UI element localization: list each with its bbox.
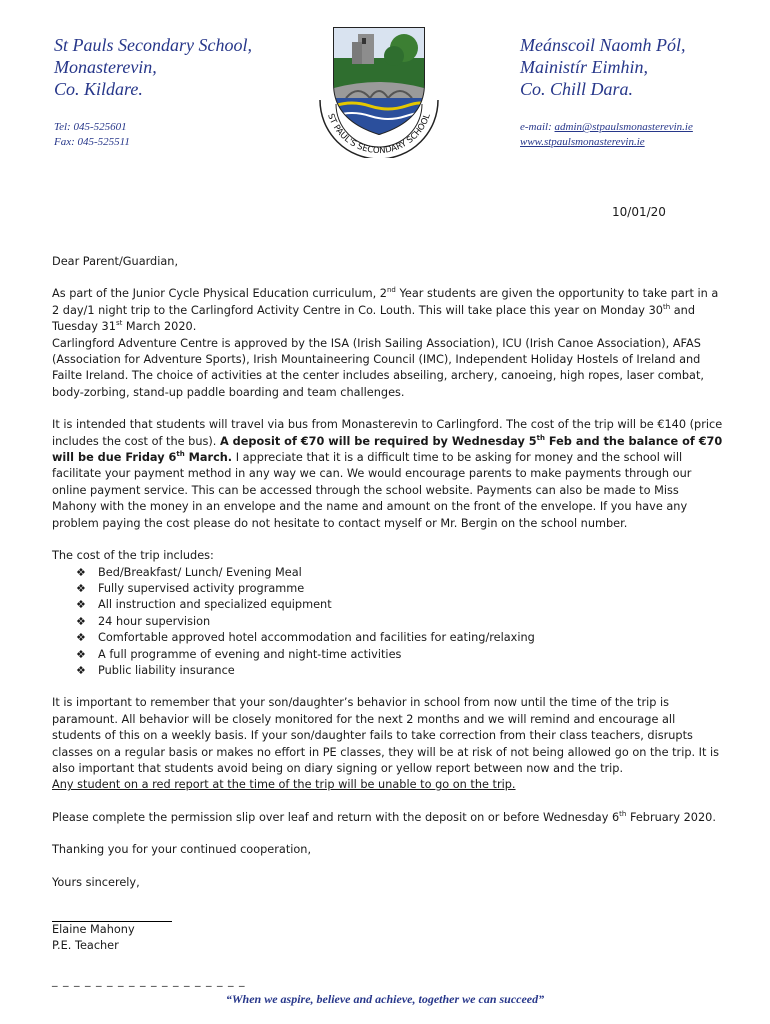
- paragraph-permission-slip: Please complete the permission slip over leaf and return with the deposit on or before Wednesday 6th February 2020.: [52, 810, 716, 824]
- diamond-bullet-icon: ❖: [76, 631, 86, 645]
- paragraph-cost: It is intended that students will travel via bus from Monasterevin to Carlingford. The cost of the trip will be €140 (price includes the cost of the bus). A deposit of €70 will be required by Wednesday 5th Feb and the balance of €70 will be due Friday 6th March. I appreciate that it is a difficult time to be asking for money and the school will facilitate your payment method in any way we can. We would encourage parents to make payments through our online payment service. This can be accessed through the school website. Payments can also be made to Miss Mahony with the money in an envelope and the name and amount on the front of the envelope. If you have any problem paying the cost please do not hesitate to contact myself or Mr. Bergin on the school number.: [52, 418, 723, 530]
- phone-block: [54, 120, 252, 150]
- list-item: ❖ Public liability insurance: [76, 663, 724, 679]
- fax: Fax: 045-525511: [54, 136, 130, 148]
- paragraph-trip-intro: As part of the Junior Cycle Physical Education curriculum, 2nd Year students are given the opportunity to take part in a 2 day/1 night trip to the Carlingford Activity Centre in Co. Louth. This will take place this year on Monday 30th and Tuesday 31st March 2020.: [52, 286, 719, 334]
- school-town-line: Monasterevin,: [54, 57, 157, 77]
- list-item: ❖ A full programme of evening and night-time activities: [76, 647, 724, 663]
- email-row: [520, 120, 693, 135]
- school-motto: “When we aspire, believe and achieve, together we can succeed”: [225, 992, 545, 1006]
- letter-body: [52, 254, 724, 955]
- list-item: ❖ 24 hour supervision: [76, 614, 724, 630]
- signatory-name: Elaine Mahony: [52, 923, 135, 936]
- diamond-bullet-icon: ❖: [76, 663, 86, 677]
- paragraph-centre-info: Carlingford Adventure Centre is approved by the ISA (Irish Sailing Association), ICU (Irish Canoe Association), AFAS (Association for Adventure Sports), Irish Mountaineering Council (IMC), Independent Holiday Hostels of Ireland and Failte Ireland. The choice of activities at the center includes abseiling, archery, canoeing, high ropes, laser combat, body-zorbing, stand-up paddle boarding and team challenges.: [52, 336, 704, 399]
- telephone: Tel: 045-525601: [54, 121, 127, 133]
- cost-includes-list: [52, 565, 724, 680]
- list-item: ❖ Comfortable approved hotel accommodation and facilities for eating/relaxing: [76, 630, 724, 646]
- school-name-line: St Pauls Secondary School,: [54, 35, 252, 55]
- closing-line: Yours sincerely,: [52, 875, 140, 889]
- paragraph-behaviour: It is important to remember that your son/daughter’s behavior in school from now until the time of the trip is paramount. All behavior will be closely monitored for the next 2 months and we will remind and encourage all students of this on a weekly basis. If your son/daughter fails to take correction from their class teachers, disrupts classes on a regular basis or makes no effort in PE classes, they will be at risk of not being allowed go on the trip. It is also important that students avoid being on diary signing or yellow report between now and the trip. Any student on a red report at the time of the trip will be unable to go on the trip.: [52, 696, 720, 792]
- letter-date: 10/01/20: [612, 205, 666, 219]
- irish-school-name-line: Meánscoil Naomh Pól,: [520, 35, 686, 55]
- list-item: ❖ All instruction and specialized equipment: [76, 597, 724, 613]
- email-link[interactable]: admin@stpaulsmonasterevin.ie: [554, 121, 693, 133]
- crest-text: ST PAUL'S SECONDARY SCHOOL: [325, 112, 433, 157]
- signature-line: [52, 909, 172, 922]
- diamond-bullet-icon: ❖: [76, 598, 86, 612]
- list-item: ❖ Fully supervised activity programme: [76, 581, 724, 597]
- signatory-title: P.E. Teacher: [52, 939, 119, 953]
- irish-county-line: Co. Chill Dara.: [520, 79, 634, 99]
- salutation: Dear Parent/Guardian,: [52, 255, 179, 268]
- red-report-warning: Any student on a red report at the time of the trip will be unable to go on the trip.: [52, 778, 516, 792]
- list-item: ❖ Bed/Breakfast/ Lunch/ Evening Meal: [76, 565, 724, 581]
- school-address-irish: [520, 34, 693, 150]
- cut-line: _ _ _ _ _ _ _ _ _ _ _ _ _ _ _ _ _ _: [52, 974, 246, 987]
- irish-town-line: Mainistír Eimhin,: [520, 57, 649, 77]
- cost-includes-heading: The cost of the trip includes:: [52, 549, 214, 563]
- online-contact-block: [520, 120, 693, 150]
- diamond-bullet-icon: ❖: [76, 581, 86, 595]
- thanks-line: Thanking you for your continued cooperation,: [52, 843, 312, 857]
- diamond-bullet-icon: ❖: [76, 614, 86, 628]
- email-label: e-mail:: [520, 121, 555, 133]
- diamond-bullet-icon: ❖: [76, 565, 86, 579]
- school-address-english: [54, 34, 252, 150]
- school-county-line: Co. Kildare.: [54, 79, 143, 99]
- website-link[interactable]: www.stpaulsmonasterevin.ie: [520, 136, 645, 148]
- diamond-bullet-icon: ❖: [76, 647, 86, 661]
- school-crest-logo: [312, 22, 446, 158]
